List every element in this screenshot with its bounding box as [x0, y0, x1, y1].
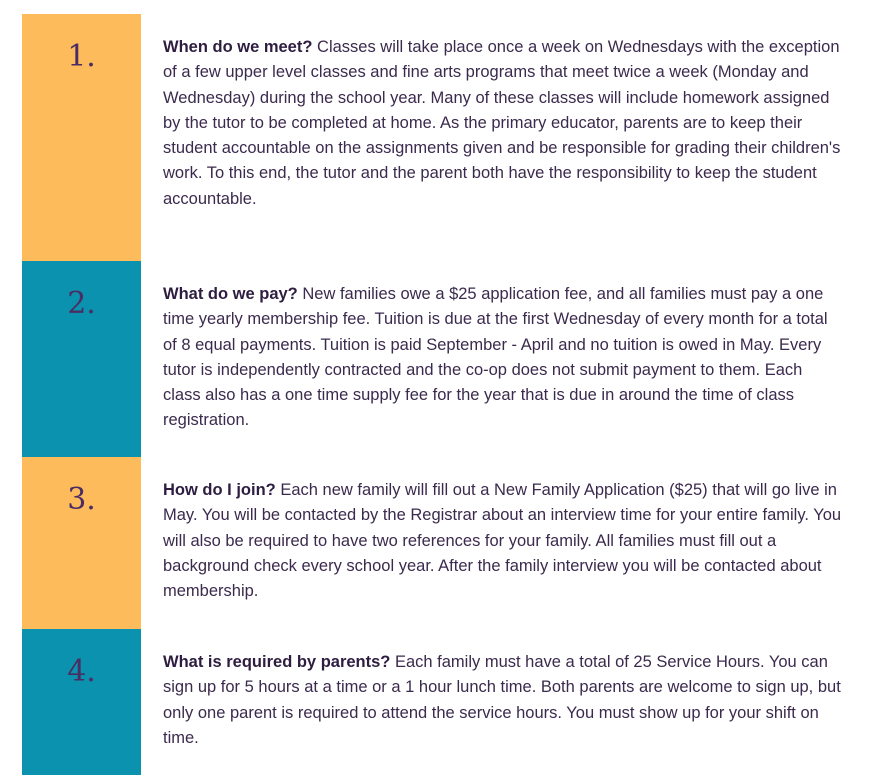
item-number: 4. — [67, 654, 96, 689]
faq-question: What do we pay? — [163, 285, 298, 303]
faq-question: How do I join? — [163, 481, 276, 499]
faq-text — [163, 14, 843, 261]
faq-item-1 — [22, 14, 862, 261]
item-number: 1. — [67, 39, 96, 74]
number-block-teal — [22, 629, 141, 775]
number-block-gold — [22, 457, 141, 629]
faq-text — [163, 457, 843, 629]
faq-text — [163, 261, 843, 457]
faq-question: What is required by parents? — [163, 653, 391, 671]
number-block-gold — [22, 14, 141, 261]
faq-text — [163, 629, 843, 775]
faq-answer: New families owe a $25 application fee, and all families must pay a one time yearly membership fee. Tuition is due at the first Wednesday of every month for a total of 8 equal payments. Tuition is paid September - April and no tuition is owed in May. Every tutor is independently contracted and the co-op does not submit payment to them. Each class also has a one time supply fee for the year that is due in around the time of class registration. — [163, 285, 828, 430]
faq-item-2 — [22, 261, 862, 457]
number-block-teal — [22, 261, 141, 457]
faq-answer: Each family must have a total of 25 Service Hours. You can sign up for 5 hours at a time or a 1 hour lunch time. Both parents are welcome to sign up, but only one parent is required to attend the service hours. You must show up for your shift on time. — [163, 653, 841, 747]
faq-item-3 — [22, 457, 862, 629]
item-number: 3. — [67, 482, 96, 517]
faq-answer: Classes will take place once a week on Wednesdays with the exception of a few upper level classes and fine arts programs that meet twice a week (Monday and Wednesday) during the school year. Many of these classes will include homework assigned by the tutor to be completed at home. As the primary educator, parents are to keep their student accountable on the assignments given and be responsible for grading their children's work. To this end, the tutor and the parent both have the responsibility to keep the student accountable. — [163, 38, 841, 208]
faq-item-4 — [22, 629, 862, 775]
faq-question: When do we meet? — [163, 38, 313, 56]
item-number: 2. — [67, 286, 96, 321]
faq-answer: Each new family will fill out a New Family Application ($25) that will go live in May. You will be contacted by the Registrar about an interview time for your entire family. You will also be required to have two references for your family. All families must fill out a background check every school year. After the family interview you will be contacted about membership. — [163, 481, 842, 601]
faq-list — [22, 14, 862, 775]
